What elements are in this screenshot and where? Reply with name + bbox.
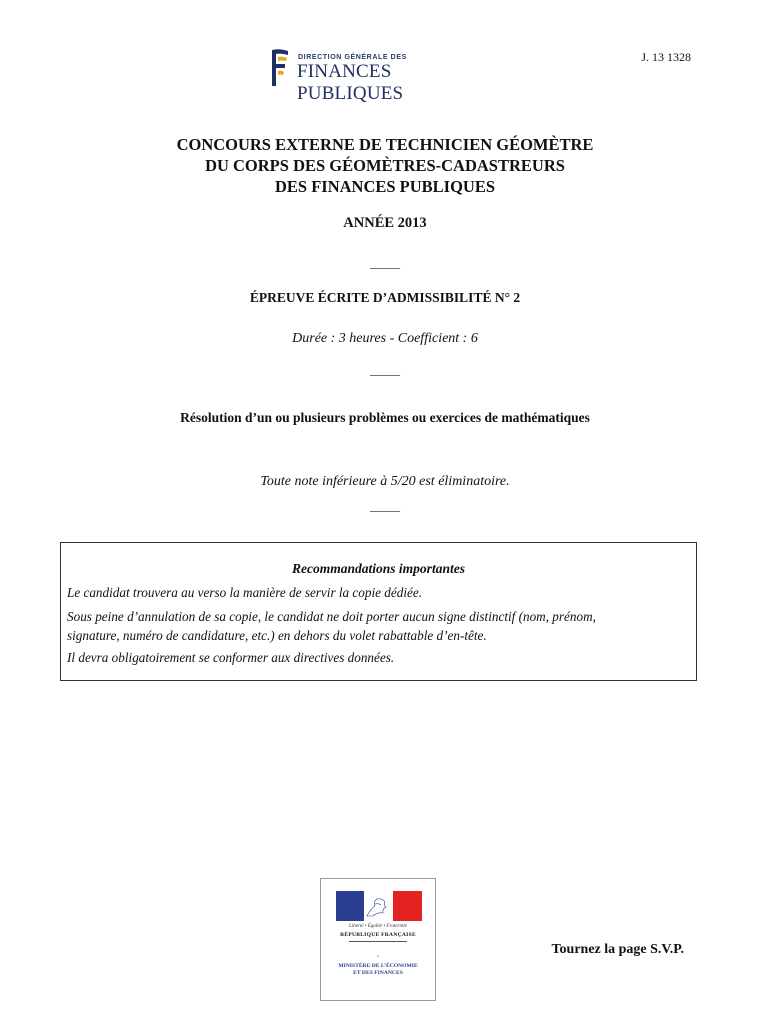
exam-year: ANNÉE 2013	[343, 215, 427, 231]
separator-1: _____	[370, 256, 400, 270]
logo-dot: •	[377, 955, 379, 960]
title-line-3: DES FINANCES PUBLIQUES	[274, 177, 496, 196]
marianne-flag-icon	[336, 891, 422, 921]
logo-title: FINANCES PUBLIQUES	[297, 61, 404, 104]
ministry-name-line-2: ET DES FINANCES	[353, 970, 403, 976]
title-line-2: DU CORPS DES GÉOMÈTRES-CADASTREURS	[205, 156, 565, 175]
elimination-note: Toute note inférieure à 5/20 est éliminatoire.	[260, 474, 510, 489]
recommendation-line-4: Il devra obligatoirement se conformer aux directives données.	[67, 650, 395, 665]
title-line-1: CONCOURS EXTERNE DE TECHNICIEN GÉOMÈTRE	[176, 135, 594, 154]
turn-page-note: Tournez la page S.V.P.	[551, 942, 684, 957]
dgfip-logo	[268, 48, 498, 104]
logo-divider	[349, 941, 407, 942]
recommendation-line-2: Sous peine d’annulation de sa copie, le candidat ne doit porter aucun signe distinctif (nom, prénom,	[67, 609, 596, 624]
recommendations-heading: Recommandations importantes	[292, 561, 465, 576]
exam-title: ÉPREUVE ÉCRITE D’ADMISSIBILITÉ N° 2	[249, 290, 521, 305]
ministry-logo	[320, 878, 436, 1001]
exam-duration: Durée : 3 heures - Coefficient : 6	[292, 331, 478, 346]
exam-subject: Résolution d’un ou plusieurs problèmes ou exercices de mathématiques	[180, 410, 590, 425]
separator-3: _____	[370, 499, 400, 513]
separator-2: _____	[370, 363, 400, 377]
republic-motto: Liberté • Égalité • Fraternité	[349, 924, 407, 929]
recommendation-line-3: signature, numéro de candidature, etc.) en dehors du volet rabattable d’en-tête.	[67, 628, 487, 643]
logo-subtitle: DIRECTION GÉNÉRALE DES	[298, 54, 407, 61]
ministry-name-line-1: MINISTÈRE DE L’ÉCONOMIE	[338, 963, 418, 969]
republic-name: RÉPUBLIQUE FRANÇAISE	[340, 932, 416, 938]
document-reference: J. 13 1328	[641, 50, 691, 64]
recommendations-box	[60, 542, 697, 681]
finances-publiques-logo-mark-icon	[268, 48, 290, 88]
ministry-name	[321, 963, 435, 977]
recommendation-line-1: Le candidat trouvera au verso la manière de servir la copie dédiée.	[67, 585, 422, 600]
